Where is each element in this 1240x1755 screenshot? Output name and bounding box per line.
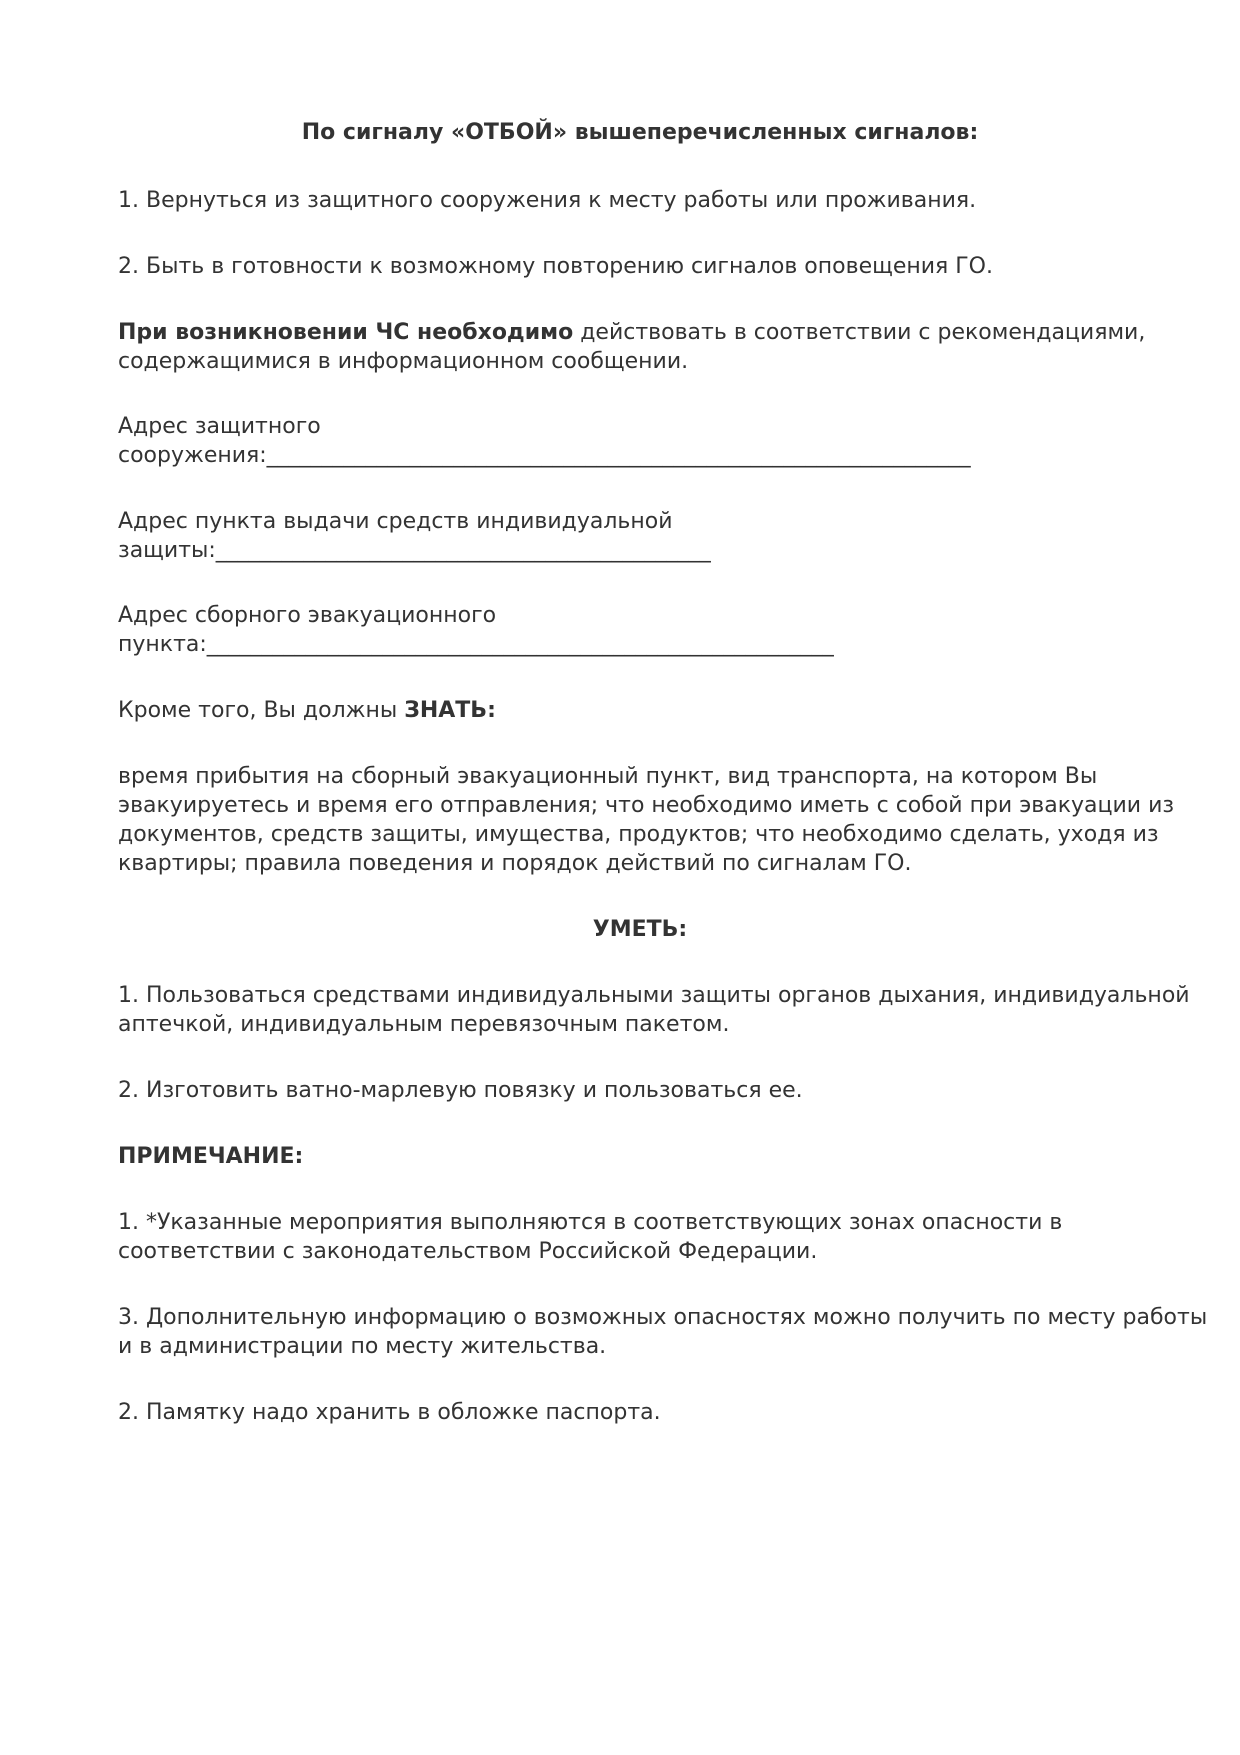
list-item: 1. *Указанные мероприятия выполняются в соответствующих зонах опасности в xyxy=(118,1210,1063,1235)
know-text-line: квартиры; правила поведения и порядок действий по сигналам ГО. xyxy=(118,851,912,876)
know-prefix: Кроме того, Вы должны xyxy=(118,698,405,723)
emergency-paragraph xyxy=(118,318,1145,347)
list-item: аптечкой, индивидуальным перевязочным пакетом. xyxy=(118,1012,730,1037)
evac-address-field: пункта:_________________________________________________________ xyxy=(118,632,834,657)
know-text-line: время прибытия на сборный эвакуационный пункт, вид транспорта, на котором Вы xyxy=(118,764,1098,789)
list-item: 2. Изготовить ватно-марлевую повязку и пользоваться ее. xyxy=(118,1078,803,1103)
note-heading: ПРИМЕЧАНИЕ: xyxy=(118,1144,304,1169)
emergency-text-line2: содержащимися в информационном сообщении. xyxy=(118,349,689,374)
list-item: 1. Пользоваться средствами индивидуальными защиты органов дыхания, индивидуальной xyxy=(118,983,1190,1008)
ppe-address-field: защиты:_____________________________________________ xyxy=(118,538,711,563)
know-text-line: документов, средств защиты, имущества, продуктов; что необходимо сделать, уходя из xyxy=(118,822,1159,847)
list-item: 1. Вернуться из защитного сооружения к месту работы или проживания. xyxy=(118,188,977,213)
list-item: соответствии с законодательством Российской Федерации. xyxy=(118,1239,818,1264)
shelter-address-field: сооружения:________________________________________________________________ xyxy=(118,443,971,468)
emergency-bold-lead: При возникновении ЧС необходимо xyxy=(118,320,574,345)
know-bold: ЗНАТЬ: xyxy=(404,698,496,723)
section-heading: По сигналу «ОТБОЙ» вышеперечисленных сигналов: xyxy=(301,120,979,145)
skills-heading: УМЕТЬ: xyxy=(592,917,688,942)
emergency-text: действовать в соответствии с рекомендациями, xyxy=(573,320,1146,345)
know-heading xyxy=(118,696,496,725)
evac-address-label: Адрес сборного эвакуационного xyxy=(118,603,497,628)
list-item: 2. Памятку надо хранить в обложке паспорта. xyxy=(118,1400,661,1425)
ppe-address-label: Адрес пункта выдачи средств индивидуальной xyxy=(118,509,673,534)
know-text-line: эвакуируетесь и время его отправления; что необходимо иметь с собой при эвакуации из xyxy=(118,793,1175,818)
shelter-address-label: Адрес защитного xyxy=(118,414,321,439)
list-item: 3. Дополнительную информацию о возможных опасностях можно получить по месту работы xyxy=(118,1305,1208,1330)
list-item: 2. Быть в готовности к возможному повторению сигналов оповещения ГО. xyxy=(118,254,993,279)
list-item: и в администрации по месту жительства. xyxy=(118,1334,607,1359)
